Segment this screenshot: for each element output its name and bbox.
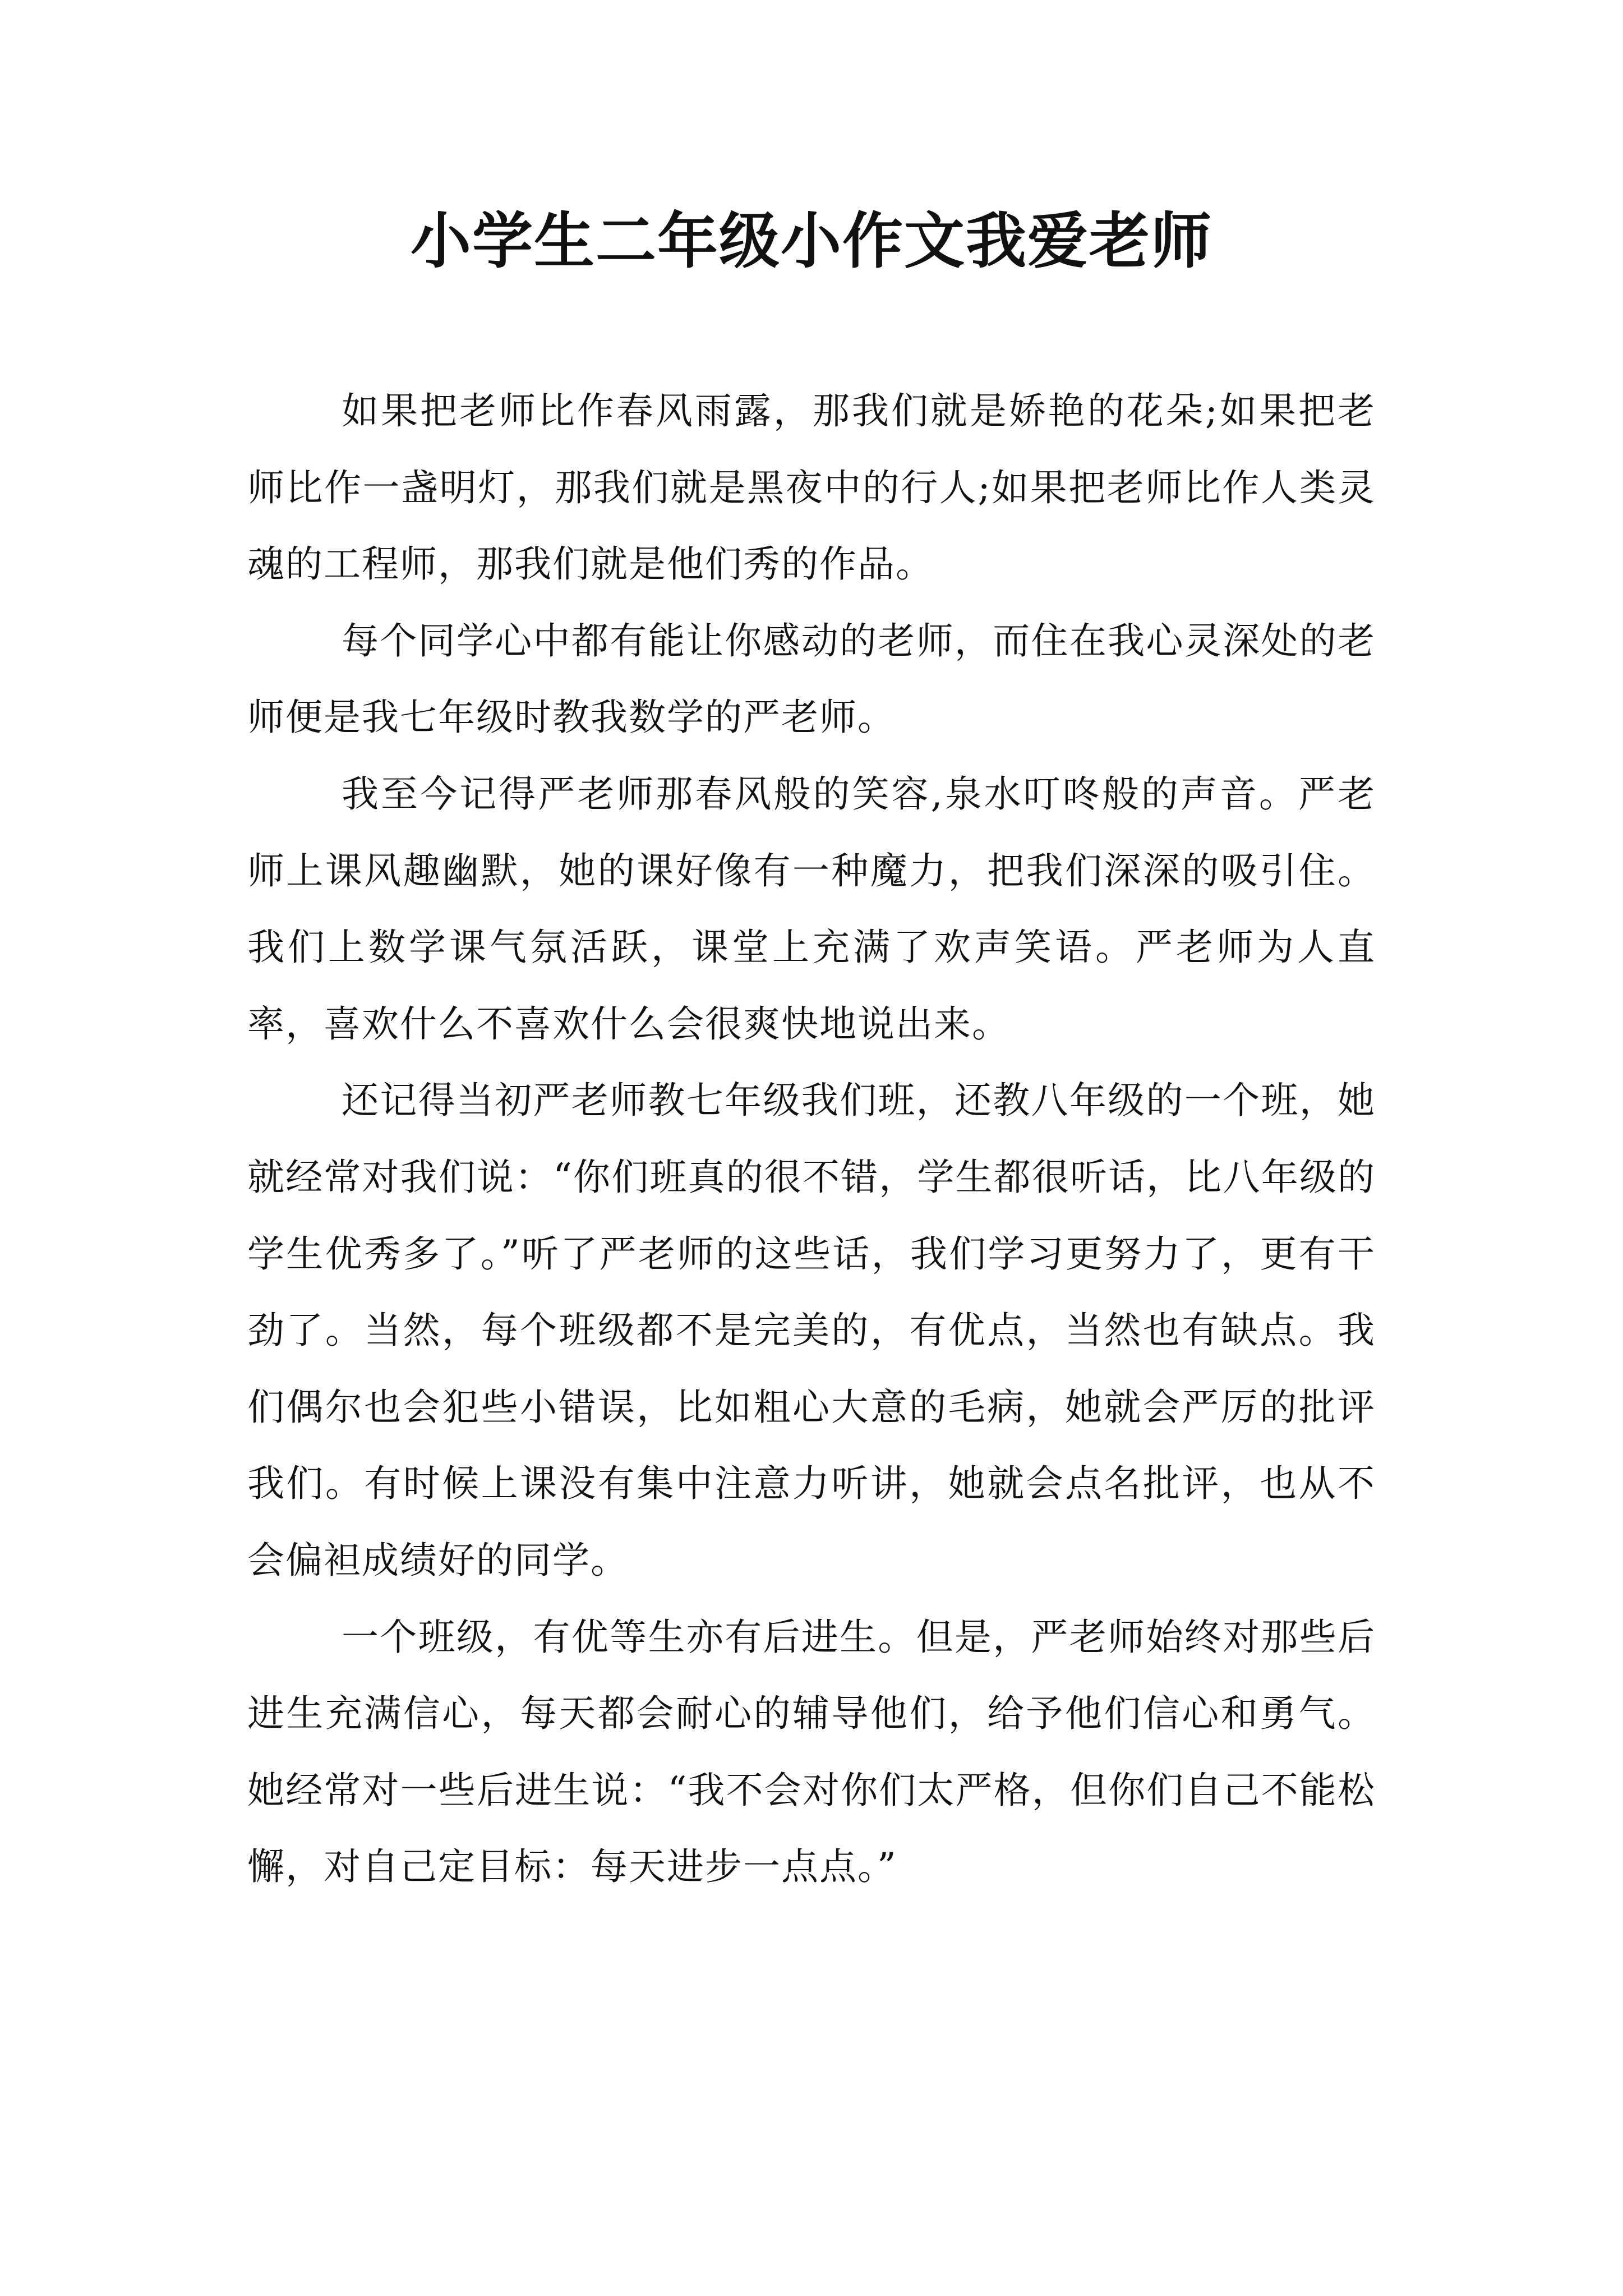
paragraph-2: 每个同学心中都有能让你感动的老师，而住在我心灵深处的老师便是我七年级时教我数学的严老师。 (247, 619, 1376, 739)
paragraph-1: 如果把老师比作春风雨露，那我们就是娇艳的花朵;如果把老师比作一盏明灯，那我们就是黑夜中的行人;如果把老师比作人类灵魂的工程师，那我们就是他们秀的作品。 (247, 389, 1376, 586)
document-body (247, 373, 1376, 1906)
paragraph-3: 我至今记得严老师那春风般的笑容,泉水叮咚般的声音。严老师上课风趣幽默，她的课好像有一种魔力，把我们深深的吸引住。我们上数学课气氛活跃，课堂上充满了欢声笑语。严老师为人直率，喜欢什么不喜欢什么会很爽快地说出来。 (247, 772, 1376, 1046)
paragraph-4: 还记得当初严老师教七年级我们班，还教八年级的一个班，她就经常对我们说：“你们班真的很不错，学生都很听话，比八年级的学生优秀多了。”听了严老师的这些话，我们学习更努力了，更有干劲了。当然，每个班级都不是完美的，有优点，当然也有缺点。我们偶尔也会犯些小错误，比如粗心大意的毛病，她就会严厉的批评我们。有时候上课没有集中注意力听讲，她就会点名批评，也从不会偏袒成绩好的同学。 (247, 1079, 1376, 1582)
paragraph-5: 一个班级，有优等生亦有后进生。但是，严老师始终对那些后进生充满信心，每天都会耐心的辅导他们，给予他们信心和勇气。她经常对一些后进生说：“我不会对你们太严格，但你们自己不能松懈，对自己定目标：每天进步一点点。” (247, 1615, 1376, 1889)
document-title: 小学生二年级小作文我爱老师 (410, 206, 1212, 277)
